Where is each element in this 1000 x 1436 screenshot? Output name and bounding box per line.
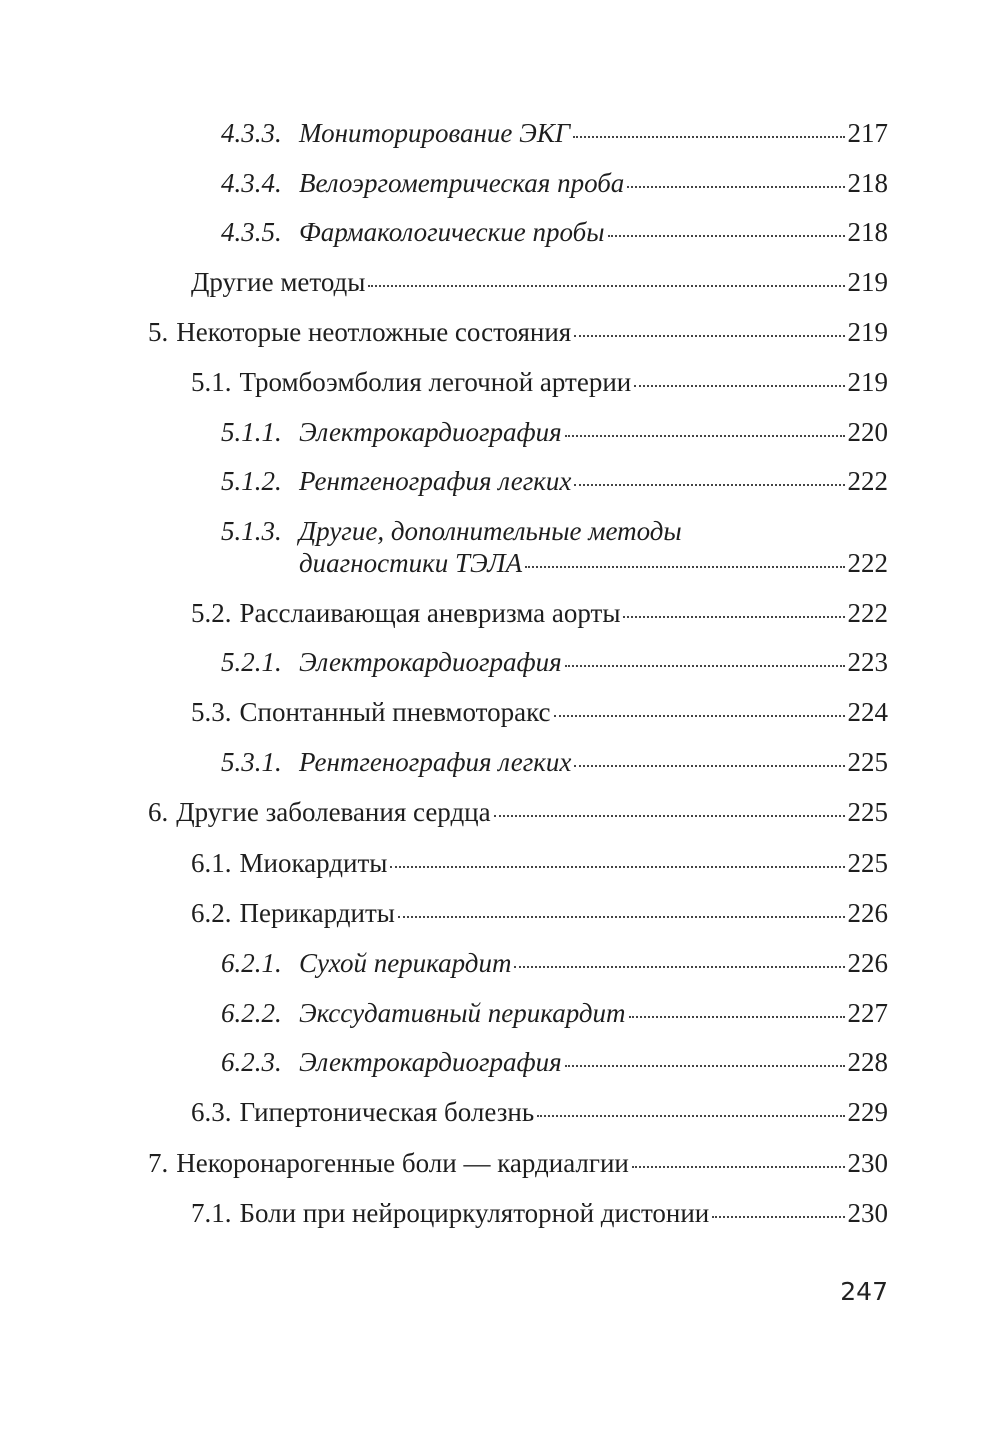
entry-number: 6.1. [191,848,232,878]
dot-leader [368,284,844,287]
dot-leader [390,865,844,868]
toc-entry-7-1 [191,1197,888,1229]
entry-page: 225 [847,848,888,878]
entry-number: 5. [148,317,169,347]
entry-title: Другие, дополнительные методы [299,516,682,546]
toc-entry-6-2 [191,897,888,929]
toc-entry-4-3-5 [221,216,888,248]
dot-leader [573,135,844,138]
toc-entry-4-3-4 [221,167,888,199]
toc-entry-5 [148,316,888,348]
entry-page: 218 [847,217,888,247]
entry-title: Велоэргометрическая проба [299,168,625,198]
entry-title: Электрокардиография [299,417,562,447]
entry-title: Электрокардиография [299,1047,562,1077]
entry-number: 5.1. [191,367,232,397]
entry-number: 5.1.3. [221,516,282,546]
entry-number: 4.3.3. [221,118,282,148]
entry-page: 223 [847,647,888,677]
entry-title: Электрокардиография [299,647,562,677]
toc-entry-7 [148,1147,888,1179]
dot-leader [537,1114,844,1117]
entry-page: 225 [847,797,888,827]
entry-number: 7.1. [191,1198,232,1228]
entry-number: 5.2.1. [221,647,282,677]
entry-page: 222 [847,548,888,578]
toc-entry-5-3 [191,696,888,728]
entry-number: 5.1.2. [221,466,282,496]
dot-leader [565,434,845,437]
entry-page: 217 [847,118,888,148]
toc-entry-other-methods [191,266,888,298]
entry-title: Боли при нейроциркуляторной дистонии [239,1198,710,1228]
toc-entry-4-3-3 [221,117,888,149]
entry-page: 228 [847,1047,888,1077]
entry-number: 4.3.4. [221,168,282,198]
toc-entry-6-2-1 [221,947,888,979]
entry-page: 218 [847,168,888,198]
entry-title: Некоторые неотложные состояния [176,317,572,347]
dot-leader [574,334,844,337]
entry-page: 230 [847,1148,888,1178]
dot-leader [627,185,844,188]
entry-title: Другие методы [191,267,366,297]
entry-page: 219 [847,367,888,397]
entry-number: 5.3. [191,697,232,727]
toc-entry-5-1 [191,366,888,398]
dot-leader [634,384,844,387]
entry-number: 6.2.3. [221,1047,282,1077]
entry-number: 6.2.2. [221,998,282,1028]
entry-number: 4.3.5. [221,217,282,247]
dot-leader [629,1015,845,1018]
entry-page: 225 [847,747,888,777]
dot-leader [574,764,844,767]
entry-page: 224 [847,697,888,727]
entry-title: Спонтанный пневмоторакс [239,697,551,727]
entry-title: Сухой перикардит [299,948,512,978]
toc-entry-5-2 [191,597,888,629]
entry-title: Фармакологические пробы [299,217,605,247]
toc-entry-6-2-3 [221,1046,888,1078]
toc-entry-6 [148,796,888,828]
entry-title: Гипертоническая болезнь [239,1097,535,1127]
toc-entry-5-1-3 [221,515,888,579]
entry-page: 230 [847,1198,888,1228]
entry-title: Расслаивающая аневризма аорты [239,598,621,628]
entry-title: Рентгенография легких [299,747,572,777]
entry-number: 5.2. [191,598,232,628]
entry-title: Рентгенография легких [299,466,572,496]
entry-title: Миокардиты [239,848,388,878]
dot-leader [608,234,845,237]
dot-leader [574,483,844,486]
dot-leader [712,1215,844,1218]
entry-number: 6.3. [191,1097,232,1127]
dot-leader [554,714,845,717]
entry-title: Некоронарогенные боли — кардиалгии [176,1148,629,1178]
toc-entry-6-2-2 [221,997,888,1029]
entry-number: 6.2. [191,898,232,928]
entry-title: Другие заболевания сердца [176,797,491,827]
entry-page: 220 [847,417,888,447]
toc-entry-5-2-1 [221,646,888,678]
entry-page: 222 [847,598,888,628]
page-number: 247 [840,1277,888,1306]
toc-entry-5-1-2 [221,465,888,497]
entry-page: 219 [847,267,888,297]
dot-leader [565,1064,845,1067]
entry-title-continuation: диагностики ТЭЛА [299,548,523,578]
entry-number: 6.2.1. [221,948,282,978]
toc-entry-5-1-1 [221,416,888,448]
dot-leader [398,915,845,918]
entry-number: 7. [148,1148,169,1178]
entry-page: 222 [847,466,888,496]
entry-number: 5.3.1. [221,747,282,777]
entry-page: 226 [847,898,888,928]
entry-page: 229 [847,1097,888,1127]
toc-entry-5-3-1 [221,746,888,778]
dot-leader [514,965,844,968]
dot-leader [525,565,844,568]
entry-page: 219 [847,317,888,347]
entry-title: Тромбоэмболия легочной артерии [239,367,632,397]
dot-leader [632,1165,845,1168]
entry-page: 226 [847,948,888,978]
toc-entry-6-3 [191,1096,888,1128]
toc-entry-6-1 [191,847,888,879]
entry-title: Мониторирование ЭКГ [299,118,571,148]
dot-leader [565,664,845,667]
dot-leader [494,814,845,817]
entry-title: Перикардиты [239,898,395,928]
entry-number: 6. [148,797,169,827]
entry-title: Экссудативный перикардит [299,998,626,1028]
entry-page: 227 [847,998,888,1028]
dot-leader [623,615,844,618]
entry-number: 5.1.1. [221,417,282,447]
